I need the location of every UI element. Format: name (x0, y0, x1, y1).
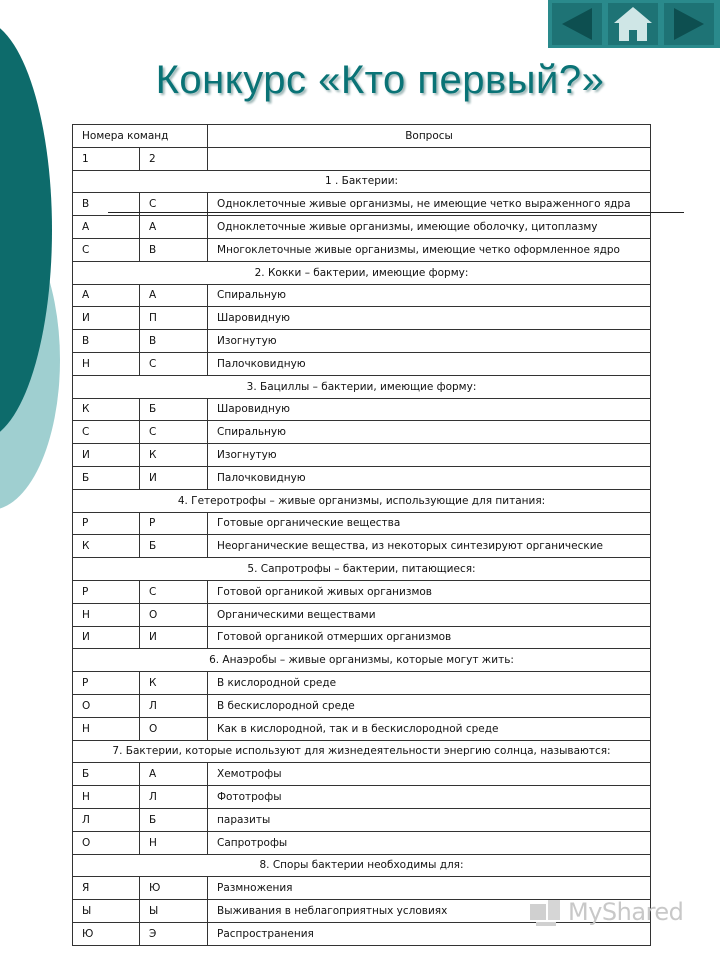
team-1-letter: С (73, 238, 140, 261)
team-1-letter: Ю (73, 922, 140, 945)
teams-header: Номера команд (73, 125, 208, 148)
team-2-letter: В (140, 330, 208, 353)
team-2-letter: А (140, 763, 208, 786)
answer-text: Шаровидную (208, 398, 651, 421)
team-2-letter: И (140, 626, 208, 649)
section-title: 1 . Бактерии: (73, 170, 651, 193)
team-2-letter: С (140, 193, 208, 216)
answer-row (73, 330, 651, 353)
answer-text: Как в кислородной, так и в бескислородной среде (208, 717, 651, 740)
answer-text: Готовой органикой отмерших организмов (208, 626, 651, 649)
answer-row (73, 284, 651, 307)
triangle-right-icon (664, 3, 714, 45)
team-2-letter: О (140, 603, 208, 626)
team-1-letter: Н (73, 352, 140, 375)
answer-text: Одноклеточные живые организмы, имеющие оболочку, цитоплазму (208, 216, 651, 239)
header-row (73, 125, 651, 148)
answer-text: Готовой органикой живых организмов (208, 580, 651, 603)
answer-text: паразиты (208, 808, 651, 831)
answer-row (73, 398, 651, 421)
answer-text: Сапротрофы (208, 831, 651, 854)
team-2-letter: В (140, 238, 208, 261)
home-button[interactable] (608, 3, 658, 45)
answer-row (73, 763, 651, 786)
team-1-letter: А (73, 216, 140, 239)
answer-row (73, 808, 651, 831)
answer-row (73, 352, 651, 375)
team-1-letter: И (73, 307, 140, 330)
team-2-letter: С (140, 352, 208, 375)
answer-row (73, 580, 651, 603)
answer-text: Палочковидную (208, 466, 651, 489)
team-1-letter: Р (73, 672, 140, 695)
watermark (528, 896, 698, 932)
answer-row (73, 444, 651, 467)
section-title: 7. Бактерии, которые используют для жизнедеятельности энергию солнца, называются: (73, 740, 651, 763)
team-1-letter: И (73, 626, 140, 649)
answer-row (73, 307, 651, 330)
section-title: 2. Кокки – бактерии, имеющие форму: (73, 261, 651, 284)
answer-text: Одноклеточные живые организмы, не имеющие четко выраженного ядра (208, 193, 651, 216)
team-1-letter: А (73, 284, 140, 307)
team-1-letter: Н (73, 717, 140, 740)
answer-row (73, 421, 651, 444)
team-1-letter: Б (73, 466, 140, 489)
answer-text: Палочковидную (208, 352, 651, 375)
answer-row (73, 626, 651, 649)
team-2-letter: О (140, 717, 208, 740)
answer-row (73, 238, 651, 261)
watermark-text: MyShared (568, 898, 684, 926)
answer-row (73, 786, 651, 809)
team-2-letter: Б (140, 535, 208, 558)
team-2-letter: Н (140, 831, 208, 854)
team-1-number: 1 (73, 147, 140, 170)
team-2-letter: К (140, 672, 208, 695)
watermark-logo-icon (528, 896, 564, 928)
team-1-letter: С (73, 421, 140, 444)
answer-row (73, 216, 651, 239)
answer-text: Изогнутую (208, 444, 651, 467)
answer-row (73, 466, 651, 489)
answer-text: Органическими веществами (208, 603, 651, 626)
team-1-letter: Я (73, 877, 140, 900)
answer-row (73, 831, 651, 854)
answer-text: Размножения (208, 877, 651, 900)
stray-horizontal-line (108, 212, 684, 213)
home-icon (608, 3, 658, 45)
team-2-letter: С (140, 421, 208, 444)
team-1-letter: Р (73, 580, 140, 603)
team-1-letter: Л (73, 808, 140, 831)
team-2-number: 2 (140, 147, 208, 170)
team-1-letter: В (73, 193, 140, 216)
section-title: 3. Бациллы – бактерии, имеющие форму: (73, 375, 651, 398)
quiz-table-body (73, 125, 651, 946)
answer-text: В кислородной среде (208, 672, 651, 695)
team-2-letter: К (140, 444, 208, 467)
answer-row (73, 717, 651, 740)
team-2-letter: Ы (140, 900, 208, 923)
section-title: 6. Анаэробы – живые организмы, которые могут жить: (73, 649, 651, 672)
section-title: 8. Споры бактерии необходимы для: (73, 854, 651, 877)
section-title: 5. Сапротрофы – бактерии, питающиеся: (73, 558, 651, 581)
answer-text: Готовые органические вещества (208, 512, 651, 535)
team-1-letter: К (73, 535, 140, 558)
team-1-letter: О (73, 831, 140, 854)
team-2-letter: Б (140, 398, 208, 421)
answer-text: Распространения (208, 922, 651, 945)
team-1-letter: О (73, 694, 140, 717)
team-numbers-row (73, 147, 651, 170)
section-title-row (73, 558, 651, 581)
answer-text: Неорганические вещества, из некоторых синтезируют органические (208, 535, 651, 558)
triangle-left-icon (552, 3, 602, 45)
section-title-row (73, 261, 651, 284)
team-2-letter: Ю (140, 877, 208, 900)
answer-text: Изогнутую (208, 330, 651, 353)
section-title-row (73, 375, 651, 398)
team-2-letter: А (140, 284, 208, 307)
team-2-letter: Б (140, 808, 208, 831)
section-title: 4. Гетеротрофы – живые организмы, использующие для питания: (73, 489, 651, 512)
answer-row (73, 535, 651, 558)
section-title-row (73, 854, 651, 877)
answer-text: В бескислородной среде (208, 694, 651, 717)
answer-row (73, 603, 651, 626)
slide-navigation (548, 0, 720, 48)
team-1-letter: И (73, 444, 140, 467)
answer-text: Выживания в неблагоприятных условиях (208, 900, 651, 923)
answer-text: Многоклеточные живые организмы, имеющие четко оформленное ядро (208, 238, 651, 261)
team-1-letter: К (73, 398, 140, 421)
answer-text: Спиральную (208, 284, 651, 307)
team-2-letter: Э (140, 922, 208, 945)
questions-header: Вопросы (208, 125, 651, 148)
team-2-letter: С (140, 580, 208, 603)
section-title-row (73, 170, 651, 193)
team-2-letter: Л (140, 694, 208, 717)
team-1-letter: Н (73, 786, 140, 809)
answer-text: Спиральную (208, 421, 651, 444)
team-1-letter: Ы (73, 900, 140, 923)
team-2-letter: А (140, 216, 208, 239)
section-title-row (73, 649, 651, 672)
empty-cell (208, 147, 651, 170)
team-2-letter: И (140, 466, 208, 489)
answer-row (73, 512, 651, 535)
team-2-letter: П (140, 307, 208, 330)
team-1-letter: Р (73, 512, 140, 535)
quiz-table (72, 124, 651, 946)
slide-title: Конкурс «Кто первый?» (155, 58, 605, 102)
answer-row (73, 672, 651, 695)
team-2-letter: Р (140, 512, 208, 535)
section-title-row (73, 489, 651, 512)
section-title-row (73, 740, 651, 763)
team-1-letter: Б (73, 763, 140, 786)
next-slide-button[interactable] (664, 3, 714, 45)
answer-text: Хемотрофы (208, 763, 651, 786)
previous-slide-button[interactable] (552, 3, 602, 45)
team-2-letter: Л (140, 786, 208, 809)
answer-text: Шаровидную (208, 307, 651, 330)
team-1-letter: Н (73, 603, 140, 626)
team-1-letter: В (73, 330, 140, 353)
answer-row (73, 694, 651, 717)
answer-text: Фототрофы (208, 786, 651, 809)
